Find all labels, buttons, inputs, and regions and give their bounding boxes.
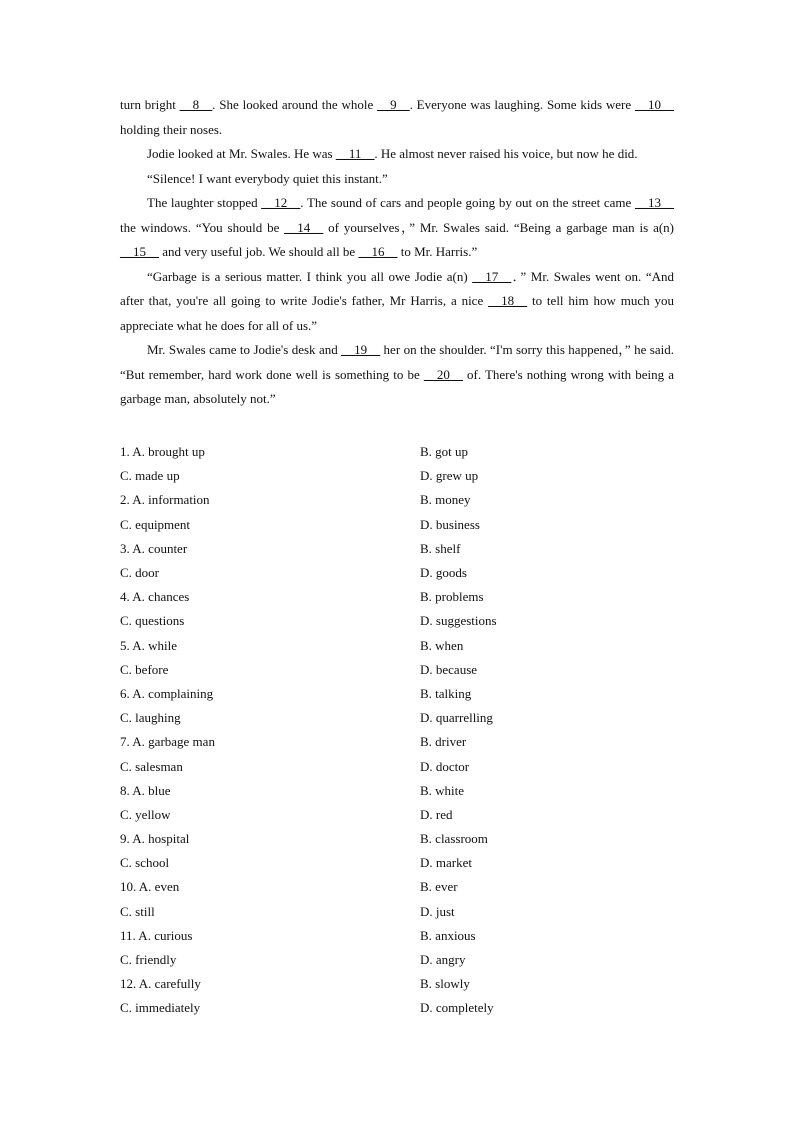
option-right: D. angry <box>420 952 466 968</box>
option-right: D. grew up <box>420 468 479 484</box>
option-row <box>120 779 680 803</box>
option-row <box>120 561 680 585</box>
option-left: C. made up <box>120 468 180 484</box>
passage-text: Jodie looked at Mr. Swales. He was <box>147 146 336 161</box>
passage-paragraph <box>120 338 674 412</box>
option-row <box>120 609 680 633</box>
option-row <box>120 464 680 488</box>
option-row <box>120 900 680 924</box>
option-left: 12. A. carefully <box>120 976 201 992</box>
option-row <box>120 488 680 512</box>
passage-paragraph <box>120 167 674 192</box>
answer-blank: __14__ <box>284 219 324 235</box>
option-left: 3. A. counter <box>120 540 188 556</box>
option-row <box>120 634 680 658</box>
passage-text: ．” Mr. Swales went on. “And after that, you're all going to write Jodie's father, Mr Harris, a nice <box>120 268 674 308</box>
option-left: C. equipment <box>120 516 191 532</box>
passage-paragraph <box>120 191 674 265</box>
passage-text: to tell him how much you appreciate what he does for all of us.” <box>120 293 674 333</box>
option-right: B. classroom <box>420 831 488 847</box>
option-left: C. salesman <box>120 758 183 774</box>
answer-blank: __18__ <box>488 293 528 308</box>
option-left: 6. A. complaining <box>120 685 214 701</box>
option-right: D. red <box>420 806 453 822</box>
passage-text: . Everyone was laughing. Some kids were <box>409 97 635 112</box>
option-right: D. quarrelling <box>420 710 493 726</box>
option-row <box>120 754 680 778</box>
option-right: D. goods <box>420 565 467 581</box>
option-row <box>120 827 680 851</box>
option-right: B. ever <box>420 879 458 895</box>
passage-paragraph <box>120 142 674 167</box>
option-right: B. problems <box>420 589 484 605</box>
option-left: 11. A. curious <box>120 927 193 943</box>
passage-paragraph <box>120 93 674 142</box>
option-row <box>120 537 680 561</box>
option-row <box>120 948 680 972</box>
option-right: D. completely <box>420 1000 494 1016</box>
option-left: C. questions <box>120 613 185 629</box>
option-left: C. still <box>120 903 155 919</box>
passage-text: turn bright <box>120 97 180 112</box>
option-row <box>120 972 680 996</box>
option-right: D. just <box>420 903 455 919</box>
option-right: B. anxious <box>420 927 476 943</box>
option-row <box>120 706 680 730</box>
option-row <box>120 440 680 464</box>
option-left: 9. A. hospital <box>120 831 190 847</box>
passage-text: her on the shoulder. “I'm sorry this happened，” he said. “But remember, hard work done well is something to be <box>120 342 674 382</box>
option-row <box>120 851 680 875</box>
answer-blank: __8__ <box>179 97 213 112</box>
option-left: 8. A. blue <box>120 782 171 798</box>
passage-text: . The sound of cars and people going by out on the street came <box>300 195 635 210</box>
passage-text: of yourselves，” Mr. Swales said. “Being a garbage man is a(n) <box>323 219 674 235</box>
passage-text: and very useful job. We should all be <box>159 244 359 259</box>
option-right: D. business <box>420 516 480 532</box>
option-left: 4. A. chances <box>120 589 190 605</box>
option-row <box>120 730 680 754</box>
passage-text: of. There's nothing wrong with being a garbage man, absolutely not.” <box>120 366 674 406</box>
answer-blank: __10__ <box>635 97 674 112</box>
option-left: 5. A. while <box>120 637 178 653</box>
answer-blank: __16__ <box>358 244 398 259</box>
passage-text: “Silence! I want everybody quiet this instant.” <box>147 170 388 186</box>
answer-blank: __17__ <box>472 268 512 284</box>
option-row <box>120 682 680 706</box>
option-right: B. shelf <box>420 540 461 556</box>
option-right: B. white <box>420 782 465 798</box>
option-left: C. school <box>120 855 170 871</box>
option-right: B. money <box>420 492 471 508</box>
option-right: D. suggestions <box>420 613 497 629</box>
answer-blank: __15__ <box>120 244 159 259</box>
option-row <box>120 513 680 537</box>
passage-text: “Garbage is a serious matter. I think you all owe Jodie a(n) <box>147 268 473 284</box>
option-right: B. talking <box>420 685 472 701</box>
passage-text: Mr. Swales came to Jodie's desk and <box>147 342 342 357</box>
option-right: B. when <box>420 637 464 653</box>
option-left: 1. A. brought up <box>120 444 205 460</box>
answer-options <box>120 440 680 1021</box>
option-row <box>120 803 680 827</box>
option-right: B. slowly <box>420 976 470 992</box>
passage-text: holding their noses. <box>120 121 223 137</box>
option-row <box>120 996 680 1020</box>
answer-blank: __11__ <box>335 146 375 161</box>
passage-text: . She looked around the whole <box>212 97 378 112</box>
passage-text: to Mr. Harris.” <box>397 244 478 259</box>
option-left: C. friendly <box>120 952 177 968</box>
answer-blank: __19__ <box>341 342 381 357</box>
option-left: C. yellow <box>120 806 171 822</box>
passage-text: The laughter stopped <box>147 195 262 210</box>
option-right: D. market <box>420 855 472 871</box>
option-row <box>120 585 680 609</box>
option-row <box>120 875 680 899</box>
option-row <box>120 924 680 948</box>
passage <box>120 93 674 412</box>
option-row <box>120 658 680 682</box>
option-left: 2. A. information <box>120 492 210 508</box>
option-right: D. doctor <box>420 758 470 774</box>
option-left: C. door <box>120 565 159 581</box>
answer-blank: __13__ <box>635 195 674 210</box>
answer-blank: __12__ <box>261 195 301 210</box>
passage-text: . He almost never raised his voice, but now he did. <box>374 146 638 161</box>
option-right: B. driver <box>420 734 467 750</box>
option-left: 7. A. garbage man <box>120 734 215 750</box>
passage-paragraph <box>120 265 674 339</box>
option-right: D. because <box>420 661 478 677</box>
option-left: C. laughing <box>120 710 181 726</box>
passage-text: the windows. “You should be <box>120 219 285 235</box>
option-left: C. immediately <box>120 1000 201 1016</box>
option-right: B. got up <box>420 444 469 460</box>
answer-blank: __9__ <box>377 97 410 112</box>
option-left: 10. A. even <box>120 879 180 895</box>
answer-blank: __20__ <box>423 366 463 382</box>
option-left: C. before <box>120 661 169 677</box>
